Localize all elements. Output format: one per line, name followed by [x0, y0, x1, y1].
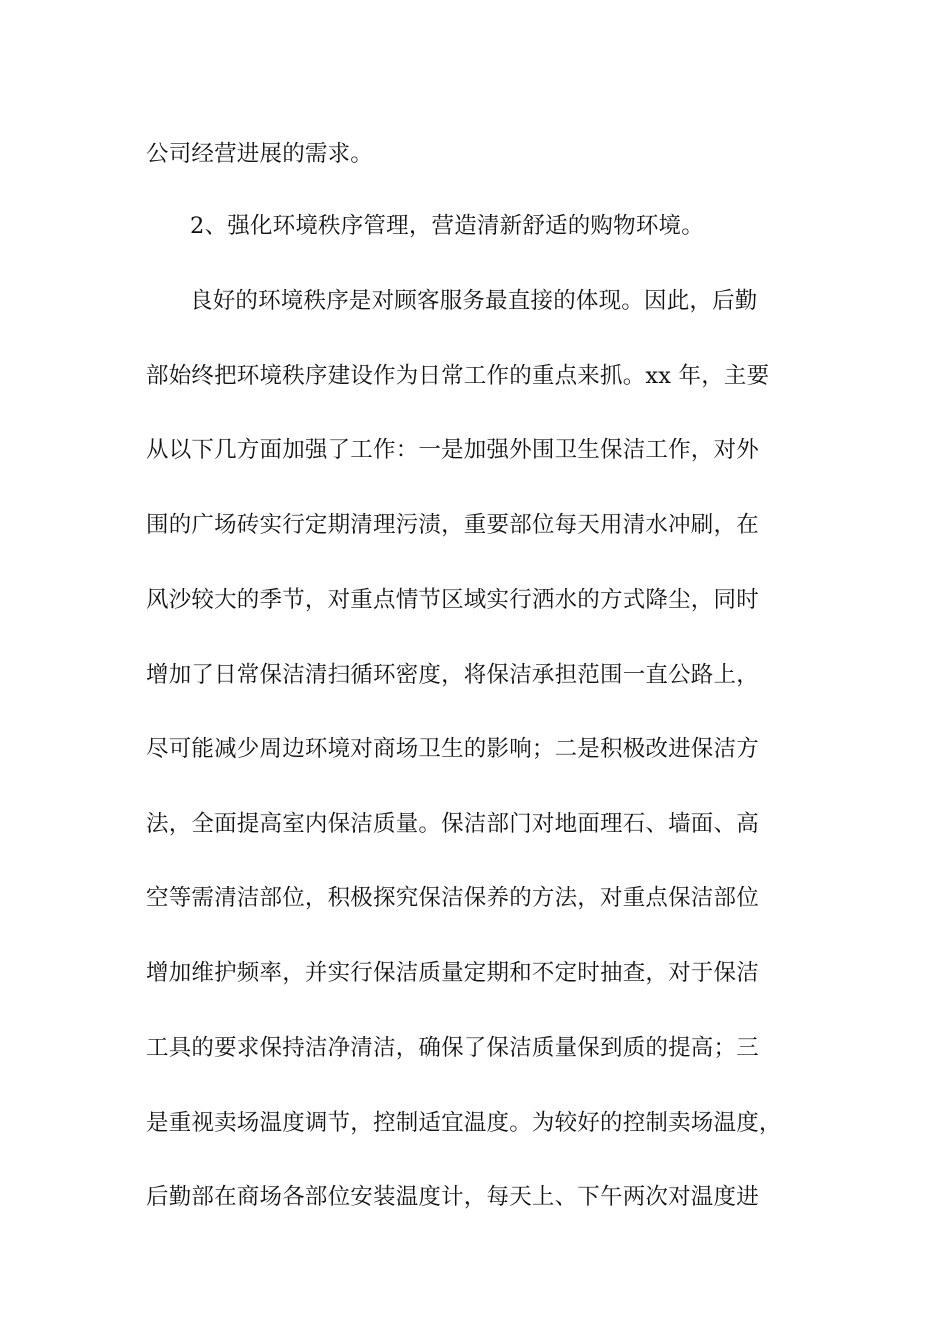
paragraph-line: 围的广场砖实行定期清理污渍，重要部位每天用清水冲刷，在 [146, 512, 759, 538]
paragraph-line: 是重视卖场温度调节，控制适宜温度。为较好的控制卖场温度， [146, 1110, 782, 1136]
paragraph-line: 公司经营进展的需求。 [146, 141, 374, 167]
paragraph-line: 工具的要求保持洁净清洁，确保了保洁质量保到质的提高；三 [146, 1035, 759, 1061]
paragraph-line: 增加维护频率，并实行保洁质量定期和不定时抽查，对于保洁 [146, 960, 759, 986]
paragraph-line: 部始终把环境秩序建设作为日常工作的重点来抓。xx 年，主要 [146, 363, 770, 389]
paragraph-line: 增加了日常保洁清扫循环密度，将保洁承担范围一直公路上， [146, 662, 759, 688]
paragraph-line: 法，全面提高室内保洁质量。保洁部门对地面理石、墙面、高 [146, 811, 759, 837]
paragraph-line: 风沙较大的季节，对重点情节区域实行洒水的方式降尘，同时 [146, 587, 759, 613]
section-heading: 2、强化环境秩序管理，营造清新舒适的购物环境。 [190, 213, 704, 239]
paragraph-line: 良好的环境秩序是对顾客服务最直接的体现。因此，后勤 [190, 288, 758, 314]
paragraph-line: 尽可能减少周边环境对商场卫生的影响；二是积极改进保洁方 [146, 736, 759, 762]
paragraph-line: 后勤部在商场各部位安装温度计，每天上、下午两次对温度进 [146, 1184, 759, 1210]
paragraph-line: 从以下几方面加强了工作：一是加强外围卫生保洁工作，对外 [146, 437, 759, 463]
paragraph-line: 空等需清洁部位，积极探究保洁保养的方法，对重点保洁部位 [146, 885, 759, 911]
